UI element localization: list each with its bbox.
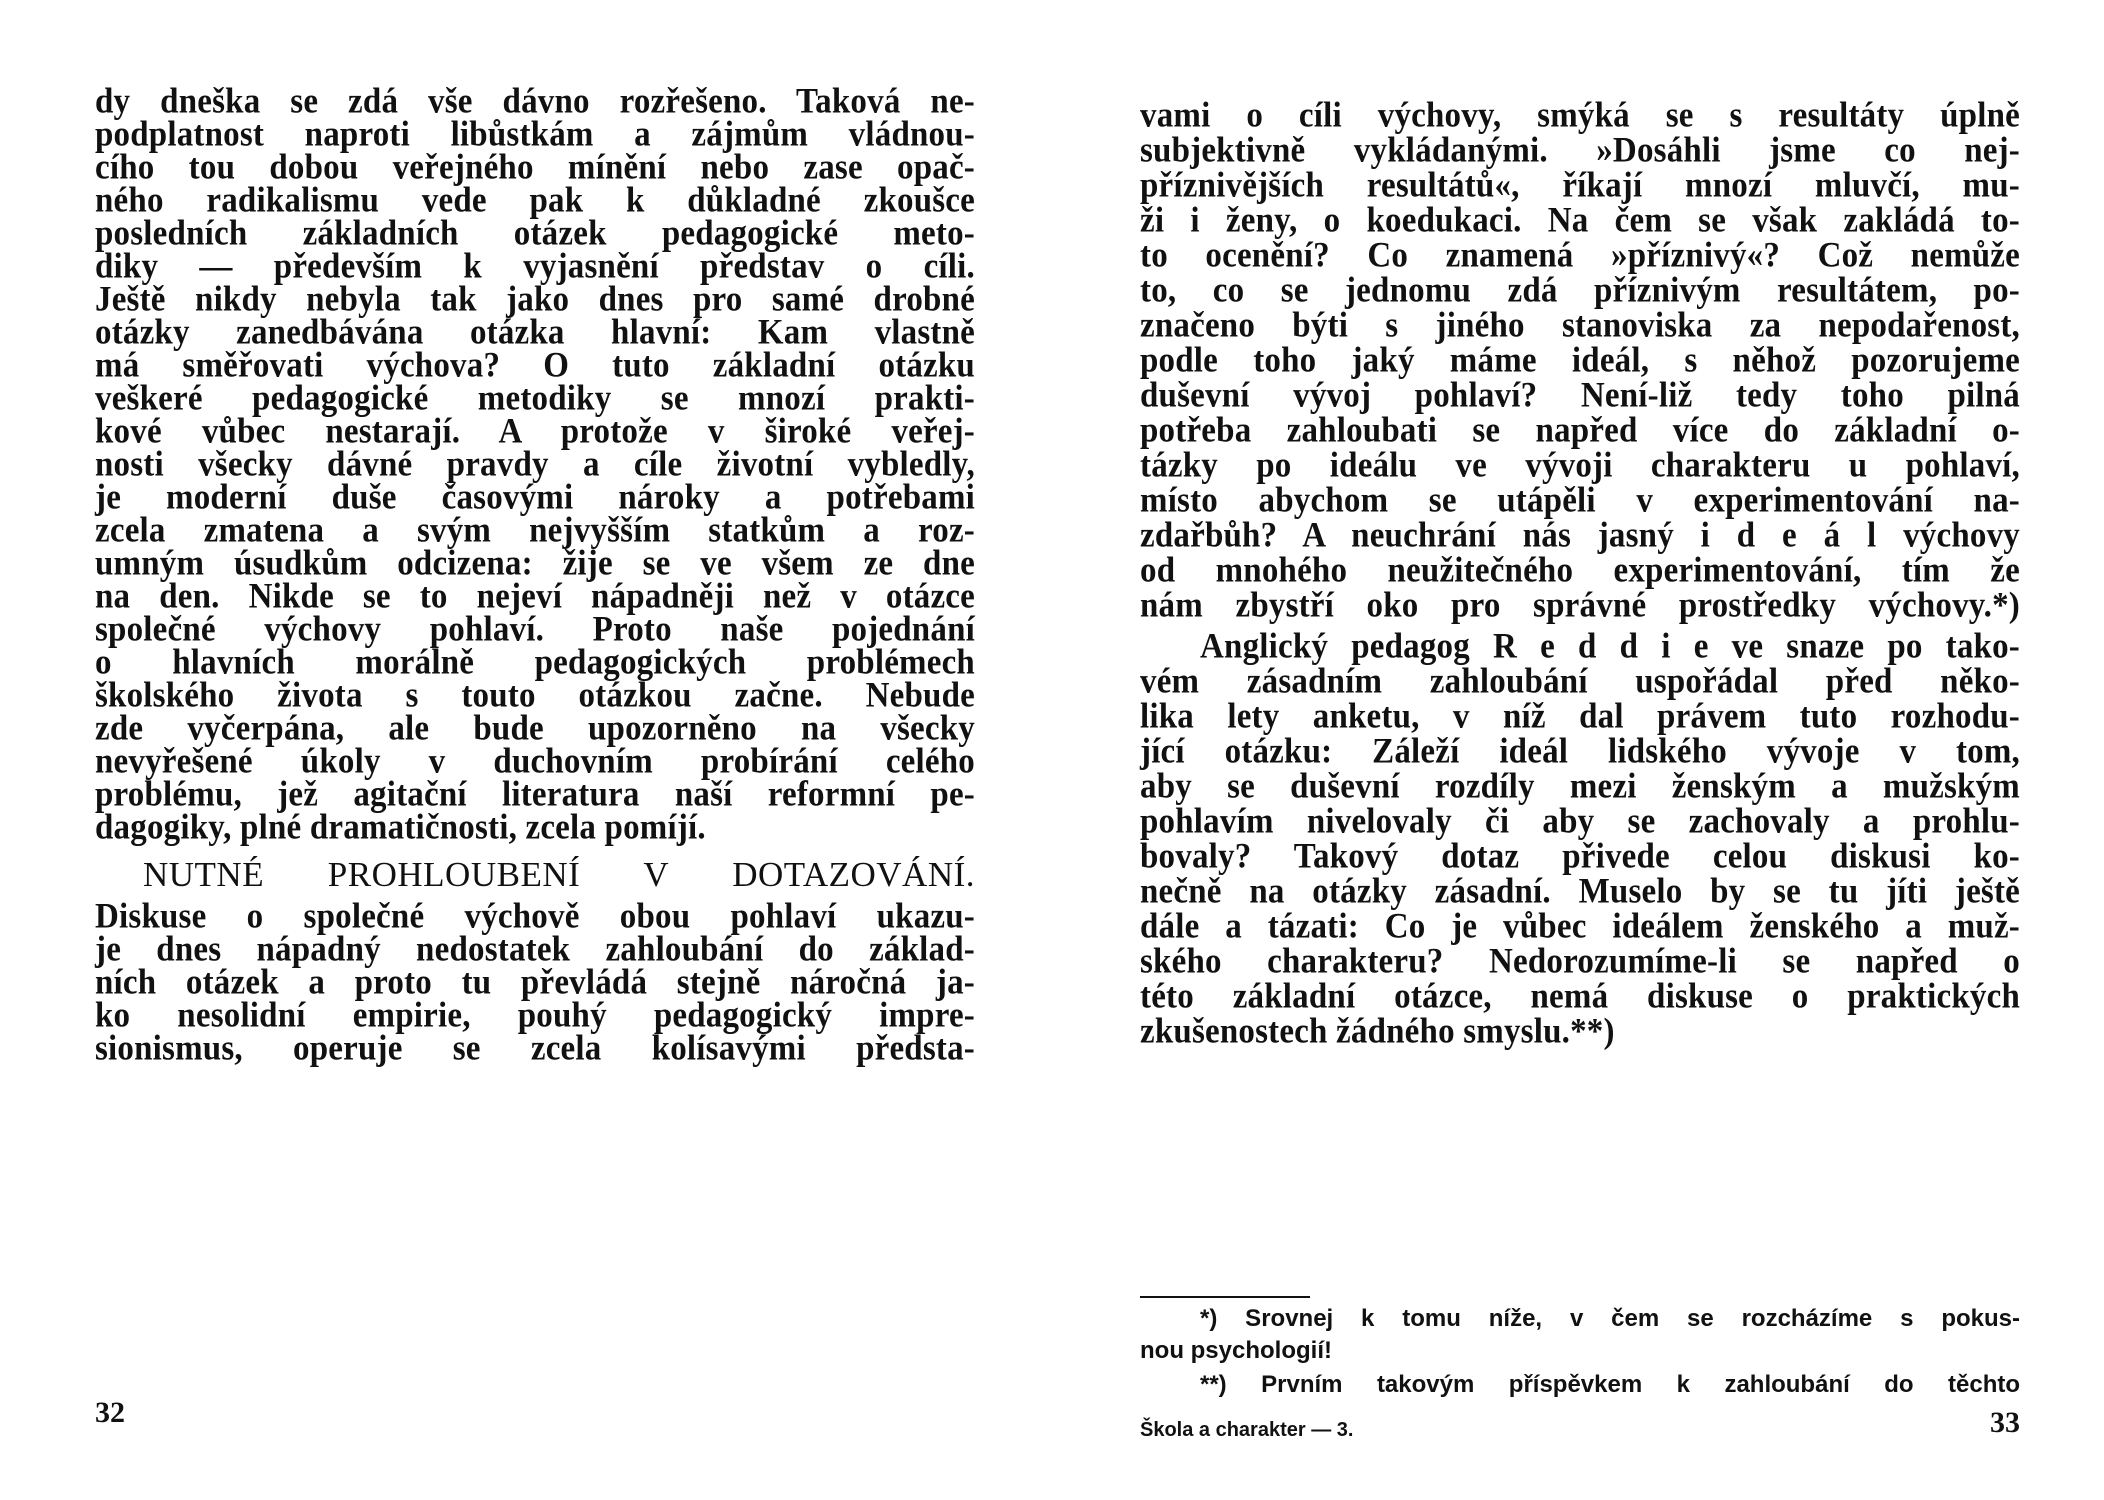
left-page: [95, 0, 975, 1500]
text-line: dagogiky, plné dramatičnosti, zcela pomíjí.: [95, 808, 706, 848]
text-line: umným úsudkům odcizena: žije se ve všem ze dne: [95, 544, 975, 584]
text-line: podplatnost naproti libůstkám a zájmům vládnou-: [95, 115, 975, 155]
section-heading: NUTNÉ PROHLOUBENÍ V DOTAZOVÁNÍ.: [143, 855, 975, 894]
text-line: ného radikalismu vede pak k důkladné zkoušce: [95, 181, 975, 221]
text-line: zdařbůh? A neuchrání nás jasný i d e á l výchovy: [1140, 516, 2020, 556]
text-line: otázky zanedbávána otázka hlavní: Kam vlastně: [95, 313, 975, 353]
footnote-rule: [1140, 1296, 1310, 1298]
text-line: Ještě nikdy nebyla tak jako dnes pro samé drobné: [95, 280, 975, 320]
text-line: zcela zmatena a svým nejvyšším statkům a roz-: [95, 511, 975, 551]
text-line: zkušenostech žádného smyslu.**): [1140, 1012, 1615, 1052]
text-line: nám zbystří oko pro správné prostředky výchovy.*): [1140, 586, 2020, 626]
text-line: společné výchovy pohlaví. Proto naše pojednání: [95, 610, 975, 650]
text-line: posledních základních otázek pedagogické meto-: [95, 214, 975, 254]
text-line: to, co se jednomu zdá příznivým resultátem, po-: [1140, 271, 2020, 311]
text-line: Anglický pedagog R e d d i e ve snaze po tako-: [1200, 627, 2020, 667]
text-line: je moderní duše časovými nároky a potřebami: [95, 478, 975, 518]
text-line: diky — především k vyjasnění představ o cíli.: [95, 247, 975, 287]
text-line: podle toho jaký máme ideál, s něhož pozorujeme: [1140, 341, 2020, 381]
text-line: aby se duševní rozdíly mezi ženským a mužským: [1140, 767, 2020, 807]
text-line: ních otázek a proto tu převládá stejně náročná ja-: [95, 963, 975, 1003]
text-line: zde vyčerpána, ale bude upozorněno na všecky: [95, 709, 975, 749]
text-line: nečně na otázky zásadní. Muselo by se tu jíti ještě: [1140, 872, 2020, 912]
text-line: veškeré pedagogické metodiky se mnozí prakti-: [95, 379, 975, 419]
text-line: ži i ženy, o koedukaci. Na čem se však zakládá to-: [1140, 201, 2020, 241]
text-line: místo abychom se utápěli v experimentování na-: [1140, 481, 2020, 521]
text-line: vém zásadním zahloubání uspořádal před něko-: [1140, 662, 2020, 702]
text-line: cího tou dobou veřejného mínění nebo zase opač-: [95, 148, 975, 188]
footnote-line: *) Srovnej k tomu níže, v čem se rozcházíme s pokus-: [1200, 1305, 2020, 1332]
text-line: sionismus, operuje se zcela kolísavými předsta-: [95, 1029, 975, 1069]
text-line: problému, jež agitační literatura naší reformní pe-: [95, 775, 975, 815]
text-line: jící otázku: Záleží ideál lidského vývoje v tom,: [1140, 732, 2020, 772]
text-line: pohlavím nivelovaly či aby se zachovaly a prohlu-: [1140, 802, 2020, 842]
text-line: ského charakteru? Nedorozumíme-li se napřed o: [1140, 942, 2020, 982]
text-line: značeno býti s jiného stanoviska za nepodařenost,: [1140, 306, 2020, 346]
text-line: dy dneška se zdá vše dávno rozřešeno. Taková ne-: [95, 82, 975, 122]
text-line: školského života s touto otázkou začne. Nebude: [95, 676, 975, 716]
text-line: o hlavních morálně pedagogických problémech: [95, 643, 975, 683]
text-line: nevyřešené úkoly v duchovním probírání celého: [95, 742, 975, 782]
text-line: dále a tázati: Co je vůbec ideálem ženského a muž-: [1140, 907, 2020, 947]
page-number: 33: [1990, 1406, 2020, 1439]
text-line: lika lety anketu, v níž dal právem tuto rozhodu-: [1140, 697, 2020, 737]
right-page: [1140, 0, 2020, 1500]
footnote-line: nou psychologií!: [1140, 1337, 1332, 1364]
text-line: ko nesolidní empirie, pouhý pedagogický impre-: [95, 996, 975, 1036]
footnote-line: **) Prvním takovým příspěvkem k zahloubání do těchto: [1200, 1371, 2020, 1398]
text-line: nosti všecky dávné pravdy a cíle životní vybledly,: [95, 445, 975, 485]
text-line: bovaly? Takový dotaz přivede celou diskusi ko-: [1140, 837, 2020, 877]
page-number: 32: [95, 1396, 125, 1429]
text-line: to ocenění? Co znamená »příznivý«? Což nemůže: [1140, 236, 2020, 276]
text-line: je dnes nápadný nedostatek zahloubání do základ-: [95, 930, 975, 970]
text-line: na den. Nikde se to nejeví nápadněji než v otázce: [95, 577, 975, 617]
text-line: potřeba zahloubati se napřed více do základní o-: [1140, 411, 2020, 451]
text-line: má směřovati výchova? O tuto základní otázku: [95, 346, 975, 386]
text-line: vami o cíli výchovy, smýká se s resultáty úplně: [1140, 96, 2020, 136]
text-line: Diskuse o společné výchově obou pohlaví ukazu-: [95, 897, 975, 937]
text-line: kové vůbec nestarají. A protože v široké veřej-: [95, 412, 975, 452]
text-line: duševní vývoj pohlaví? Není-liž tedy toho pilná: [1140, 376, 2020, 416]
text-line: této základní otázce, nemá diskuse o praktických: [1140, 977, 2020, 1017]
text-line: tázky po ideálu ve vývoji charakteru u pohlaví,: [1140, 446, 2020, 486]
text-line: příznivějších resultátů«, říkají mnozí mluvčí, mu-: [1140, 166, 2020, 206]
text-line: subjektivně vykládanými. »Dosáhli jsme co nej-: [1140, 131, 2020, 171]
footer-book-title: Škola a charakter — 3.: [1140, 1419, 1354, 1441]
text-line: od mnohého neužitečného experimentování, tím že: [1140, 551, 2020, 591]
